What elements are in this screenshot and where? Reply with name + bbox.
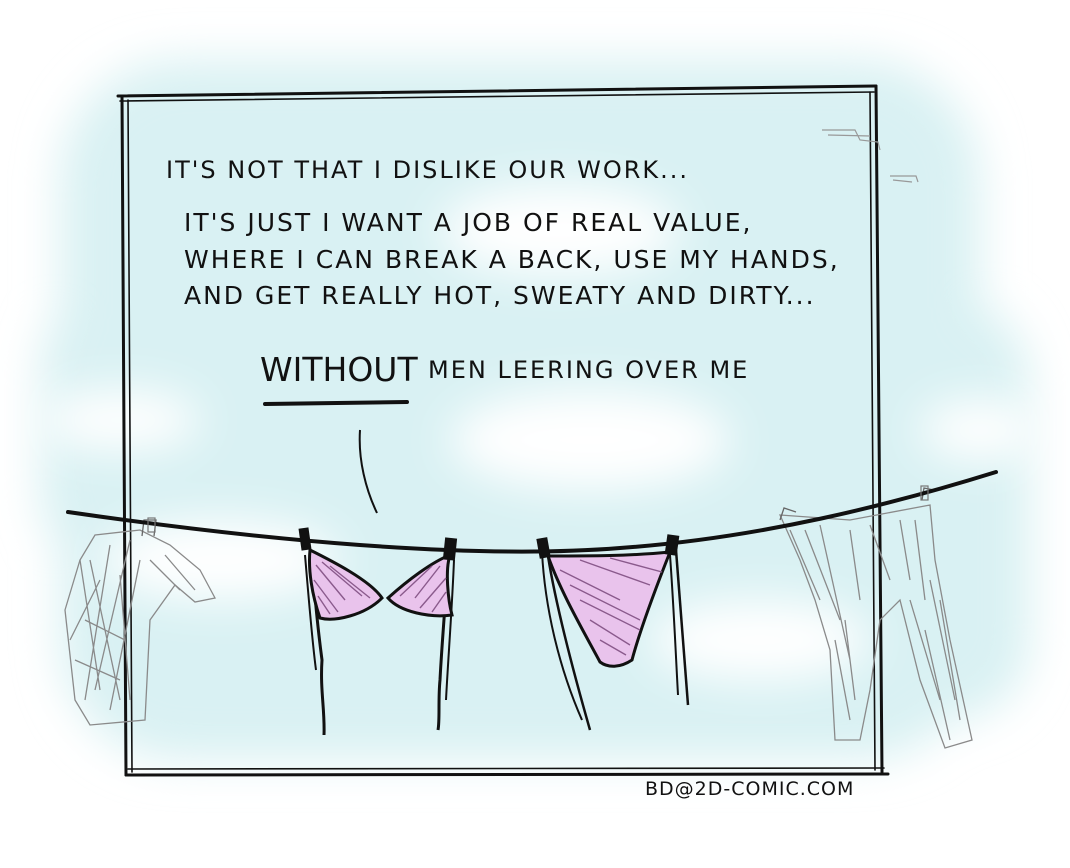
caption-line-1: IT'S NOT THAT I DISLIKE OUR WORK... [166,156,690,184]
clothes-peg-icon [443,537,457,560]
credit-link[interactable]: BD@2D-COMIC.COM [645,778,855,800]
caption-line-4: AND GET REALLY HOT, SWEATY AND DIRTY... [184,281,816,310]
emphasis-underline [265,402,407,404]
caption-emphasis-rest: MEN LEERING OVER ME [428,356,750,384]
caption-line-3: WHERE I CAN BREAK A BACK, USE MY HANDS, [184,245,840,274]
caption-emphasis-word: WITHOUT [260,350,418,389]
caption-line-2: IT'S JUST I WANT A JOB OF REAL VALUE, [184,208,753,237]
